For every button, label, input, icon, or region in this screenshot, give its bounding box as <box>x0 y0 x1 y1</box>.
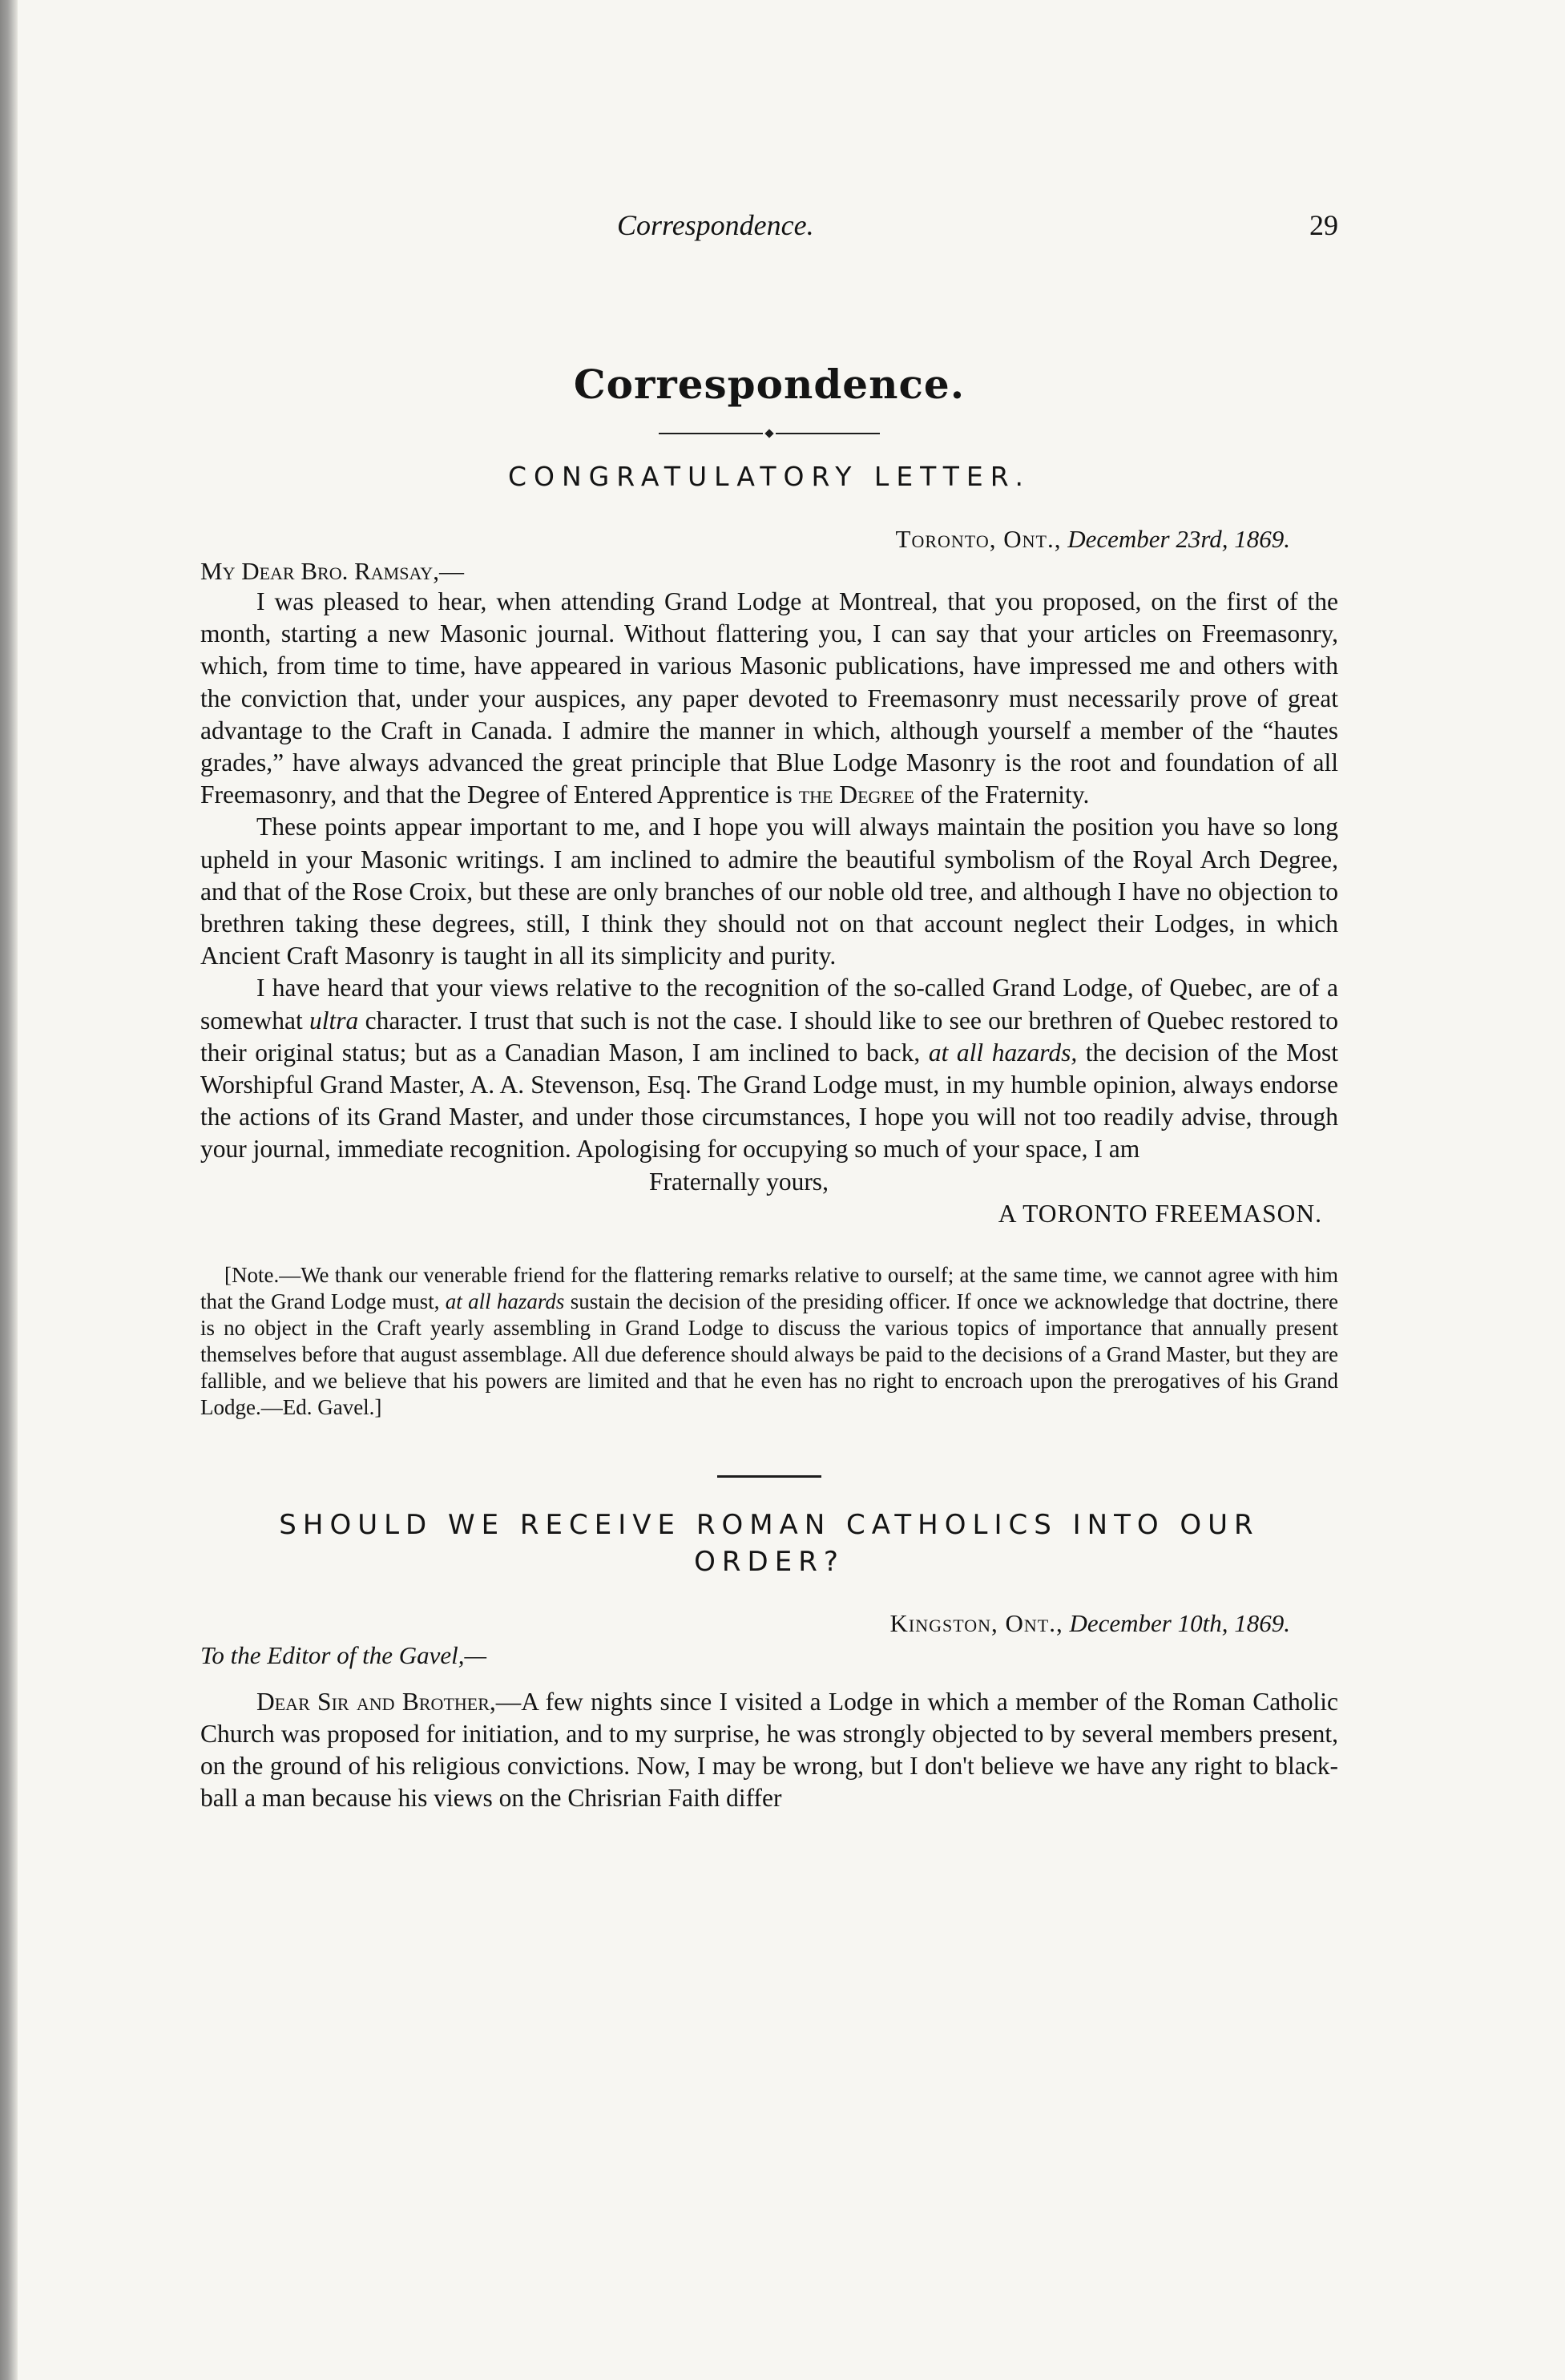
text: I was pleased to hear, when attending Grand Lodge at Montreal, that you proposed, on the first of the month, starting a new Masonic journal. Without flattering you, I can say that your articles on Freemasonry, which, from time to time, have appeared in various Masonic publications, have impressed me and others with the conviction that, under your auspices, any paper devoted to Freemasonry must necessarily prove of great advantage to the Craft in Canada. I admire the manner in which, although yourself a member of the “hautes grades,” have always advanced the great principle that Blue Lodge Masonry is the root and foundation of all Freemasonry, and that the Degree of Entered Apprentice is <box>200 587 1338 809</box>
dateline-date: December 10th, 1869. <box>1069 1608 1290 1637</box>
section-title: Correspondence. <box>573 361 966 408</box>
dateline-place: Kingston, Ont., <box>889 1608 1063 1637</box>
article-title: CONGRATULATORY LETTER. <box>507 461 1031 492</box>
text-smallcaps: Dear Sir and Brother, <box>256 1687 496 1716</box>
dateline-place: Toronto, Ont., <box>895 525 1062 553</box>
paragraph: These points appear important to me, and I hope you will always maintain the position you have so long upheld in your Masonic writings. I am inclined to admire the beautiful symbolism of the Royal Arch Degree, and that of the Rose Croix, but these are only branches of our noble old tree, and although I have no objection to brethren taking these degrees, still, I think they should not on that account neglect their Lodges, in which Ancient Craft Masonry is taught in all its simplicity and purity. <box>200 813 1338 970</box>
closing <box>200 1166 1338 1230</box>
text: [Note.—We thank our venerable friend for the flattering remarks relative to ourself; at the same time, we cannot agree with him that the Grand Lodge must, <box>200 1262 1338 1313</box>
text: —A few nights since I visited a Lodge in which a member of the Roman Catholic Church was proposed for initiation, and to my surprise, he was strongly objected to by several members present, on the ground of his religious convictions. Now, I may be wrong, but I don't believe we have any right to black-ball a man because his views on the Chrisrian Faith differ <box>200 1687 1338 1813</box>
paragraph <box>200 586 1338 811</box>
section-divider <box>717 1475 821 1478</box>
page <box>200 208 1338 1814</box>
text-italic: at all hazards, <box>928 1038 1078 1067</box>
text: I have heard that your views relative to the recognition of the so-called Grand Lodge, of Quebec, are of a somewhat <box>200 974 1338 1035</box>
text-italic: at all hazards <box>445 1289 565 1313</box>
page-number: 29 <box>1309 209 1338 241</box>
dateline-date: December 23rd, 1869. <box>1067 525 1290 553</box>
text: of the Fraternity. <box>920 781 1090 809</box>
running-head <box>200 208 1338 256</box>
text: sustain the decision of the presiding officer. If once we acknowledge that doctrine, there is no object in the Craft yearly assembling in Grand Lodge to discuss the various topics of importance that annually present themselves before that august assemblage. All due deference should always be paid to the decisions of a Grand Master, but they are fallible, and we believe that his powers are limited and that he even has no right to encroach upon the prerogatives of his Grand Lodge.—Ed. Gavel.] <box>200 1289 1339 1419</box>
text: the decision of the Most Worshipful Grand Master, A. A. Stevenson, Esq. The Grand Lodge must, in my humble opinion, always endorse the actions of its Grand Master, and under those circumstances, I hope you will not too readily advise, through your journal, immediate recognition. Apologising for occupying so much of your space, I am <box>200 1038 1338 1164</box>
text: character. I trust that such is not the case. I should like to see our brethren of Quebec restored to their original status; but as a Canadian Mason, I am inclined to back, <box>200 1006 1339 1067</box>
paragraph <box>200 972 1338 1165</box>
dateline <box>200 525 1338 554</box>
article-title: SHOULD WE RECEIVE ROMAN CATHOLICS INTO OUR ORDER? <box>279 1508 1260 1578</box>
paragraph <box>200 1686 1338 1815</box>
note-text <box>200 1262 1338 1421</box>
dateline <box>200 1609 1338 1638</box>
closing-line: Fraternally yours, <box>649 1167 829 1196</box>
ornament-rule <box>200 430 1338 437</box>
salutation: To the Editor of the Gavel,— <box>200 1640 487 1669</box>
letter-body <box>200 586 1338 1166</box>
editor-note <box>200 1262 1338 1421</box>
signature: A TORONTO FREEMASON. <box>998 1199 1322 1228</box>
letter-body <box>200 1686 1338 1815</box>
text-italic: ultra <box>309 1006 359 1035</box>
text-smallcaps: the Degree <box>798 781 914 809</box>
running-head-title: Correspondence. <box>617 209 814 241</box>
salutation: My Dear Bro. Ramsay,— <box>200 557 464 585</box>
book-spine-shadow <box>0 0 18 2380</box>
